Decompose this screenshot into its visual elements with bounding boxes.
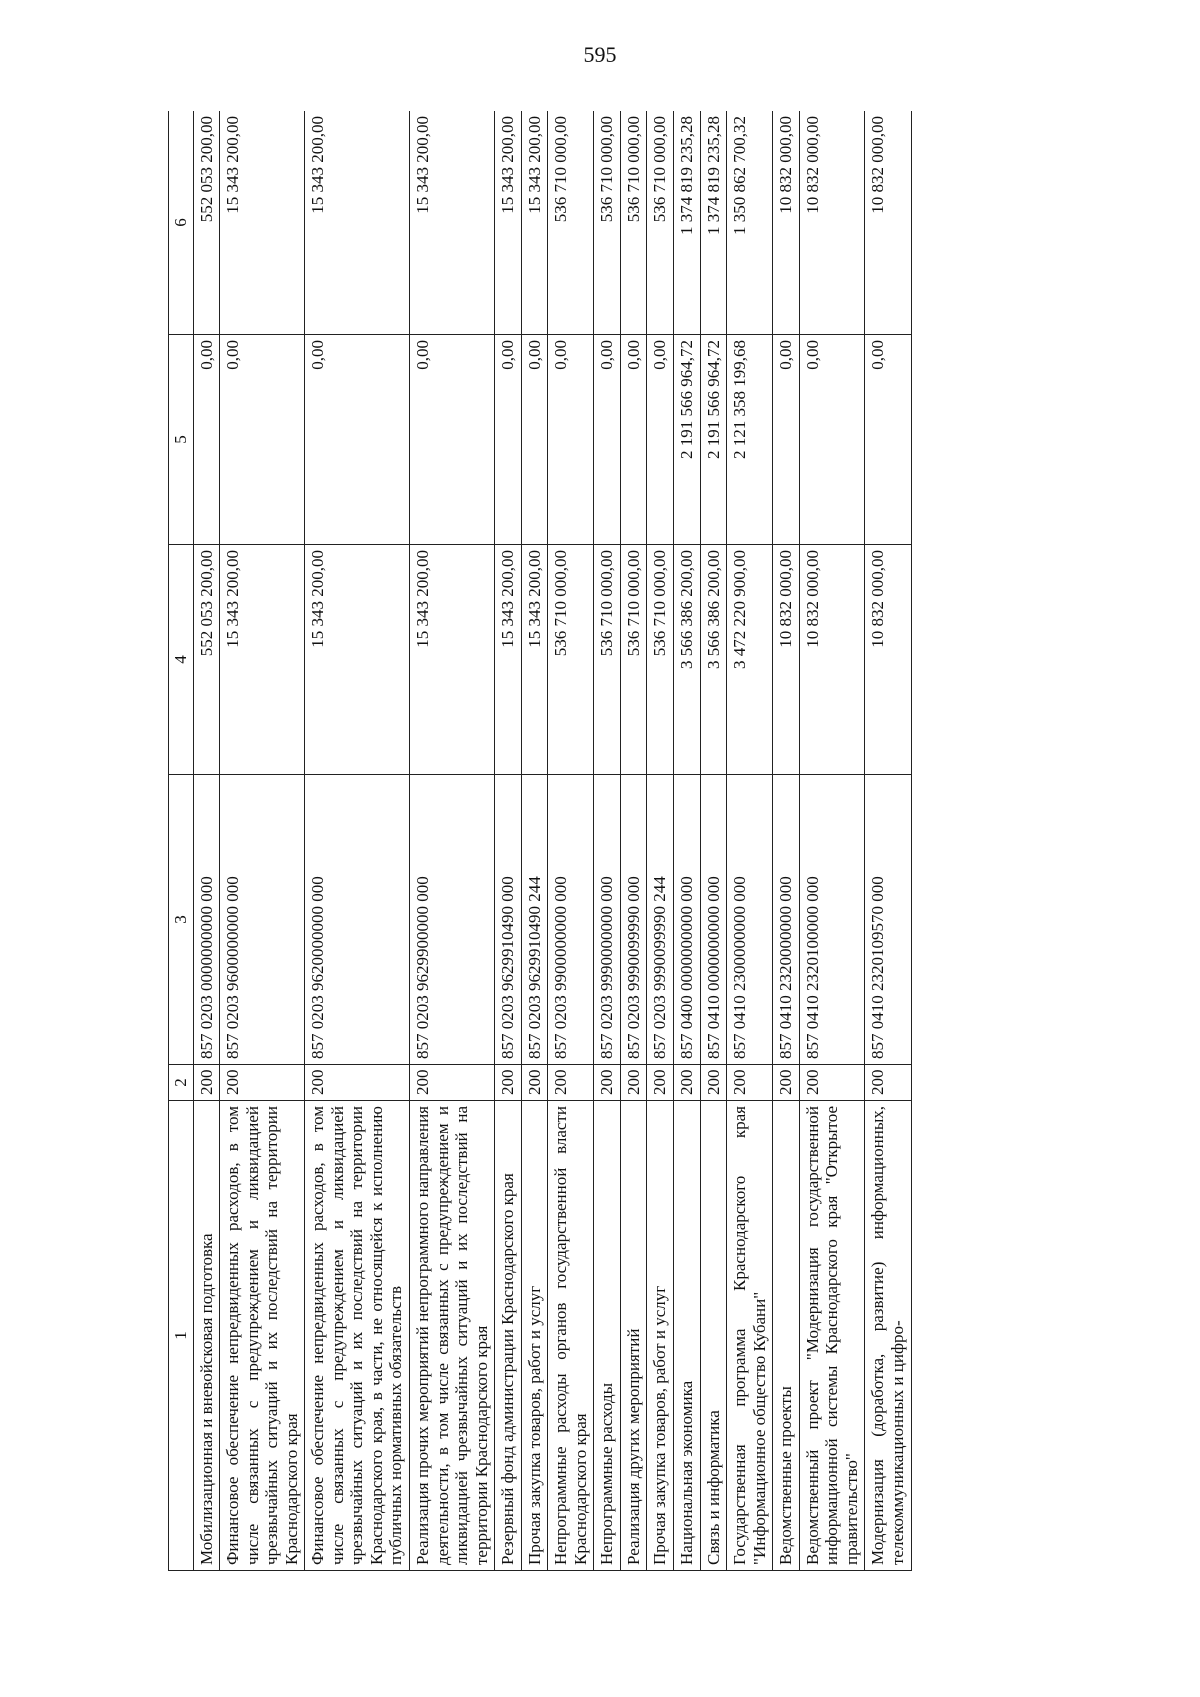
table-container <box>168 111 1108 1571</box>
row-kbk-cell: 857 0203 9629910490 000 <box>495 775 522 1065</box>
header-cell: 5 <box>169 335 194 545</box>
table-row <box>305 111 410 1571</box>
header-cell: 6 <box>169 111 194 335</box>
row-col6-cell: 552 053 200,00 <box>193 111 220 335</box>
row-name-cell: Финансовое обеспечение непредвиденных расходов, в том числе связанных с предупреждением и ликвидацией чрезвычайных ситуаций и их последствий на территории Краснодарского края, в части, не относящейся к исполнению публичных нормативных обязательств <box>305 1101 410 1571</box>
row-col5-cell: 0,00 <box>548 335 594 545</box>
row-col5-cell: 0,00 <box>193 335 220 545</box>
table-row <box>521 111 548 1571</box>
row-kbk-cell: 857 0203 9629900000 000 <box>410 775 495 1065</box>
row-code-cell: 200 <box>727 1065 773 1101</box>
row-name-cell: Мобилизационная и вневойсковая подготовка <box>193 1101 220 1571</box>
row-col5-cell: 0,00 <box>620 335 647 545</box>
row-col6-cell: 1 374 819 235,28 <box>700 111 727 335</box>
table-row <box>773 111 800 1571</box>
budget-table <box>168 111 912 1571</box>
row-kbk-cell: 857 0410 2320000000 000 <box>773 775 800 1065</box>
row-name-cell: Ведомственный проект "Модернизация государственной информационной системы Краснодарского края "Открытое правительство" <box>799 1101 865 1571</box>
row-code-cell: 200 <box>799 1065 865 1101</box>
row-col4-cell: 15 343 200,00 <box>495 545 522 775</box>
row-kbk-cell: 857 0410 2320100000 000 <box>799 775 865 1065</box>
row-code-cell: 200 <box>495 1065 522 1101</box>
row-col6-cell: 1 350 862 700,32 <box>727 111 773 335</box>
row-name-cell: Прочая закупка товаров, работ и услуг <box>647 1101 674 1571</box>
row-kbk-cell: 857 0410 2300000000 000 <box>727 775 773 1065</box>
row-kbk-cell: 857 0203 9900000000 000 <box>548 775 594 1065</box>
row-col5-cell: 0,00 <box>799 335 865 545</box>
row-code-cell: 200 <box>410 1065 495 1101</box>
row-kbk-cell: 857 0203 9990099990 000 <box>620 775 647 1065</box>
row-kbk-cell: 857 0400 0000000000 000 <box>674 775 701 1065</box>
table-row <box>700 111 727 1571</box>
header-row <box>169 111 194 1571</box>
row-kbk-cell: 857 0203 9990000000 000 <box>594 775 621 1065</box>
row-name-cell: Ведомственные проекты <box>773 1101 800 1571</box>
row-col4-cell: 10 832 000,00 <box>799 545 865 775</box>
row-col4-cell: 10 832 000,00 <box>773 545 800 775</box>
row-col5-cell: 0,00 <box>305 335 410 545</box>
row-col4-cell: 536 710 000,00 <box>548 545 594 775</box>
row-col6-cell: 10 832 000,00 <box>773 111 800 335</box>
row-col5-cell: 0,00 <box>647 335 674 545</box>
row-col6-cell: 1 374 819 235,28 <box>674 111 701 335</box>
row-col6-cell: 536 710 000,00 <box>647 111 674 335</box>
row-name-cell: Реализация прочих мероприятий непрограммного направления деятельности, в том числе связанных с предупреждением и ликвидацией чрезвычайных ситуаций и их последствий на территории Краснодарского края <box>410 1101 495 1571</box>
row-kbk-cell: 857 0410 2320109570 000 <box>865 775 911 1065</box>
table-row <box>865 111 911 1571</box>
row-col5-cell: 0,00 <box>865 335 911 545</box>
row-col4-cell: 552 053 200,00 <box>193 545 220 775</box>
header-cell: 2 <box>169 1065 194 1101</box>
row-name-cell: Непрограммные расходы органов государственной власти Краснодарского края <box>548 1101 594 1571</box>
row-col4-cell: 15 343 200,00 <box>521 545 548 775</box>
row-col5-cell: 0,00 <box>773 335 800 545</box>
table-row <box>727 111 773 1571</box>
row-col5-cell: 0,00 <box>521 335 548 545</box>
row-col5-cell: 2 121 358 199,68 <box>727 335 773 545</box>
row-col4-cell: 3 472 220 900,00 <box>727 545 773 775</box>
row-code-cell: 200 <box>305 1065 410 1101</box>
row-code-cell: 200 <box>220 1065 305 1101</box>
row-code-cell: 200 <box>773 1065 800 1101</box>
row-code-cell: 200 <box>865 1065 911 1101</box>
row-col6-cell: 10 832 000,00 <box>865 111 911 335</box>
table-row <box>620 111 647 1571</box>
row-name-cell: Национальная экономика <box>674 1101 701 1571</box>
row-code-cell: 200 <box>548 1065 594 1101</box>
row-kbk-cell: 857 0203 9629910490 244 <box>521 775 548 1065</box>
row-col6-cell: 10 832 000,00 <box>799 111 865 335</box>
row-name-cell: Реализация других мероприятий <box>620 1101 647 1571</box>
table-row <box>647 111 674 1571</box>
row-code-cell: 200 <box>594 1065 621 1101</box>
row-name-cell: Резервный фонд администрации Краснодарского края <box>495 1101 522 1571</box>
row-kbk-cell: 857 0410 0000000000 000 <box>700 775 727 1065</box>
table-row <box>410 111 495 1571</box>
row-code-cell: 200 <box>193 1065 220 1101</box>
row-code-cell: 200 <box>674 1065 701 1101</box>
row-col5-cell: 0,00 <box>220 335 305 545</box>
row-col6-cell: 15 343 200,00 <box>305 111 410 335</box>
row-name-cell: Модернизация (доработка, развитие) информационных, телекоммуникационных и цифро- <box>865 1101 911 1571</box>
table-row <box>674 111 701 1571</box>
row-code-cell: 200 <box>700 1065 727 1101</box>
row-code-cell: 200 <box>647 1065 674 1101</box>
row-col5-cell: 0,00 <box>594 335 621 545</box>
table-row <box>548 111 594 1571</box>
rotated-table-frame <box>168 111 1108 1571</box>
row-name-cell: Непрограммные расходы <box>594 1101 621 1571</box>
row-kbk-cell: 857 0203 9620000000 000 <box>305 775 410 1065</box>
page-number: 595 <box>583 42 617 67</box>
table-row <box>193 111 220 1571</box>
header-cell: 3 <box>169 775 194 1065</box>
row-col5-cell: 2 191 566 964,72 <box>700 335 727 545</box>
row-col6-cell: 536 710 000,00 <box>594 111 621 335</box>
row-col6-cell: 536 710 000,00 <box>620 111 647 335</box>
row-kbk-cell: 857 0203 9600000000 000 <box>220 775 305 1065</box>
row-col4-cell: 10 832 000,00 <box>865 545 911 775</box>
row-kbk-cell: 857 0203 0000000000 000 <box>193 775 220 1065</box>
row-code-cell: 200 <box>620 1065 647 1101</box>
row-name-cell: Государственная программа Краснодарского края "Информационное общество Кубани" <box>727 1101 773 1571</box>
row-name-cell: Связь и информатика <box>700 1101 727 1571</box>
row-col6-cell: 15 343 200,00 <box>410 111 495 335</box>
row-col4-cell: 15 343 200,00 <box>305 545 410 775</box>
row-code-cell: 200 <box>521 1065 548 1101</box>
row-col6-cell: 15 343 200,00 <box>495 111 522 335</box>
table-row <box>799 111 865 1571</box>
row-col5-cell: 2 191 566 964,72 <box>674 335 701 545</box>
row-col6-cell: 15 343 200,00 <box>521 111 548 335</box>
row-col4-cell: 536 710 000,00 <box>620 545 647 775</box>
row-name-cell: Финансовое обеспечение непредвиденных расходов, в том числе связанных с предупреждением и ликвидацией чрезвычайных ситуаций и их последствий на территории Краснодарского края <box>220 1101 305 1571</box>
row-col6-cell: 15 343 200,00 <box>220 111 305 335</box>
row-col5-cell: 0,00 <box>495 335 522 545</box>
row-col5-cell: 0,00 <box>410 335 495 545</box>
row-name-cell: Прочая закупка товаров, работ и услуг <box>521 1101 548 1571</box>
table-row <box>495 111 522 1571</box>
table-row <box>220 111 305 1571</box>
header-cell: 4 <box>169 545 194 775</box>
row-col4-cell: 3 566 386 200,00 <box>700 545 727 775</box>
table-row <box>594 111 621 1571</box>
row-col4-cell: 3 566 386 200,00 <box>674 545 701 775</box>
header-cell: 1 <box>169 1101 194 1571</box>
row-col4-cell: 15 343 200,00 <box>220 545 305 775</box>
row-col4-cell: 536 710 000,00 <box>594 545 621 775</box>
row-col4-cell: 536 710 000,00 <box>647 545 674 775</box>
row-col4-cell: 15 343 200,00 <box>410 545 495 775</box>
row-col6-cell: 536 710 000,00 <box>548 111 594 335</box>
row-kbk-cell: 857 0203 9990099990 244 <box>647 775 674 1065</box>
